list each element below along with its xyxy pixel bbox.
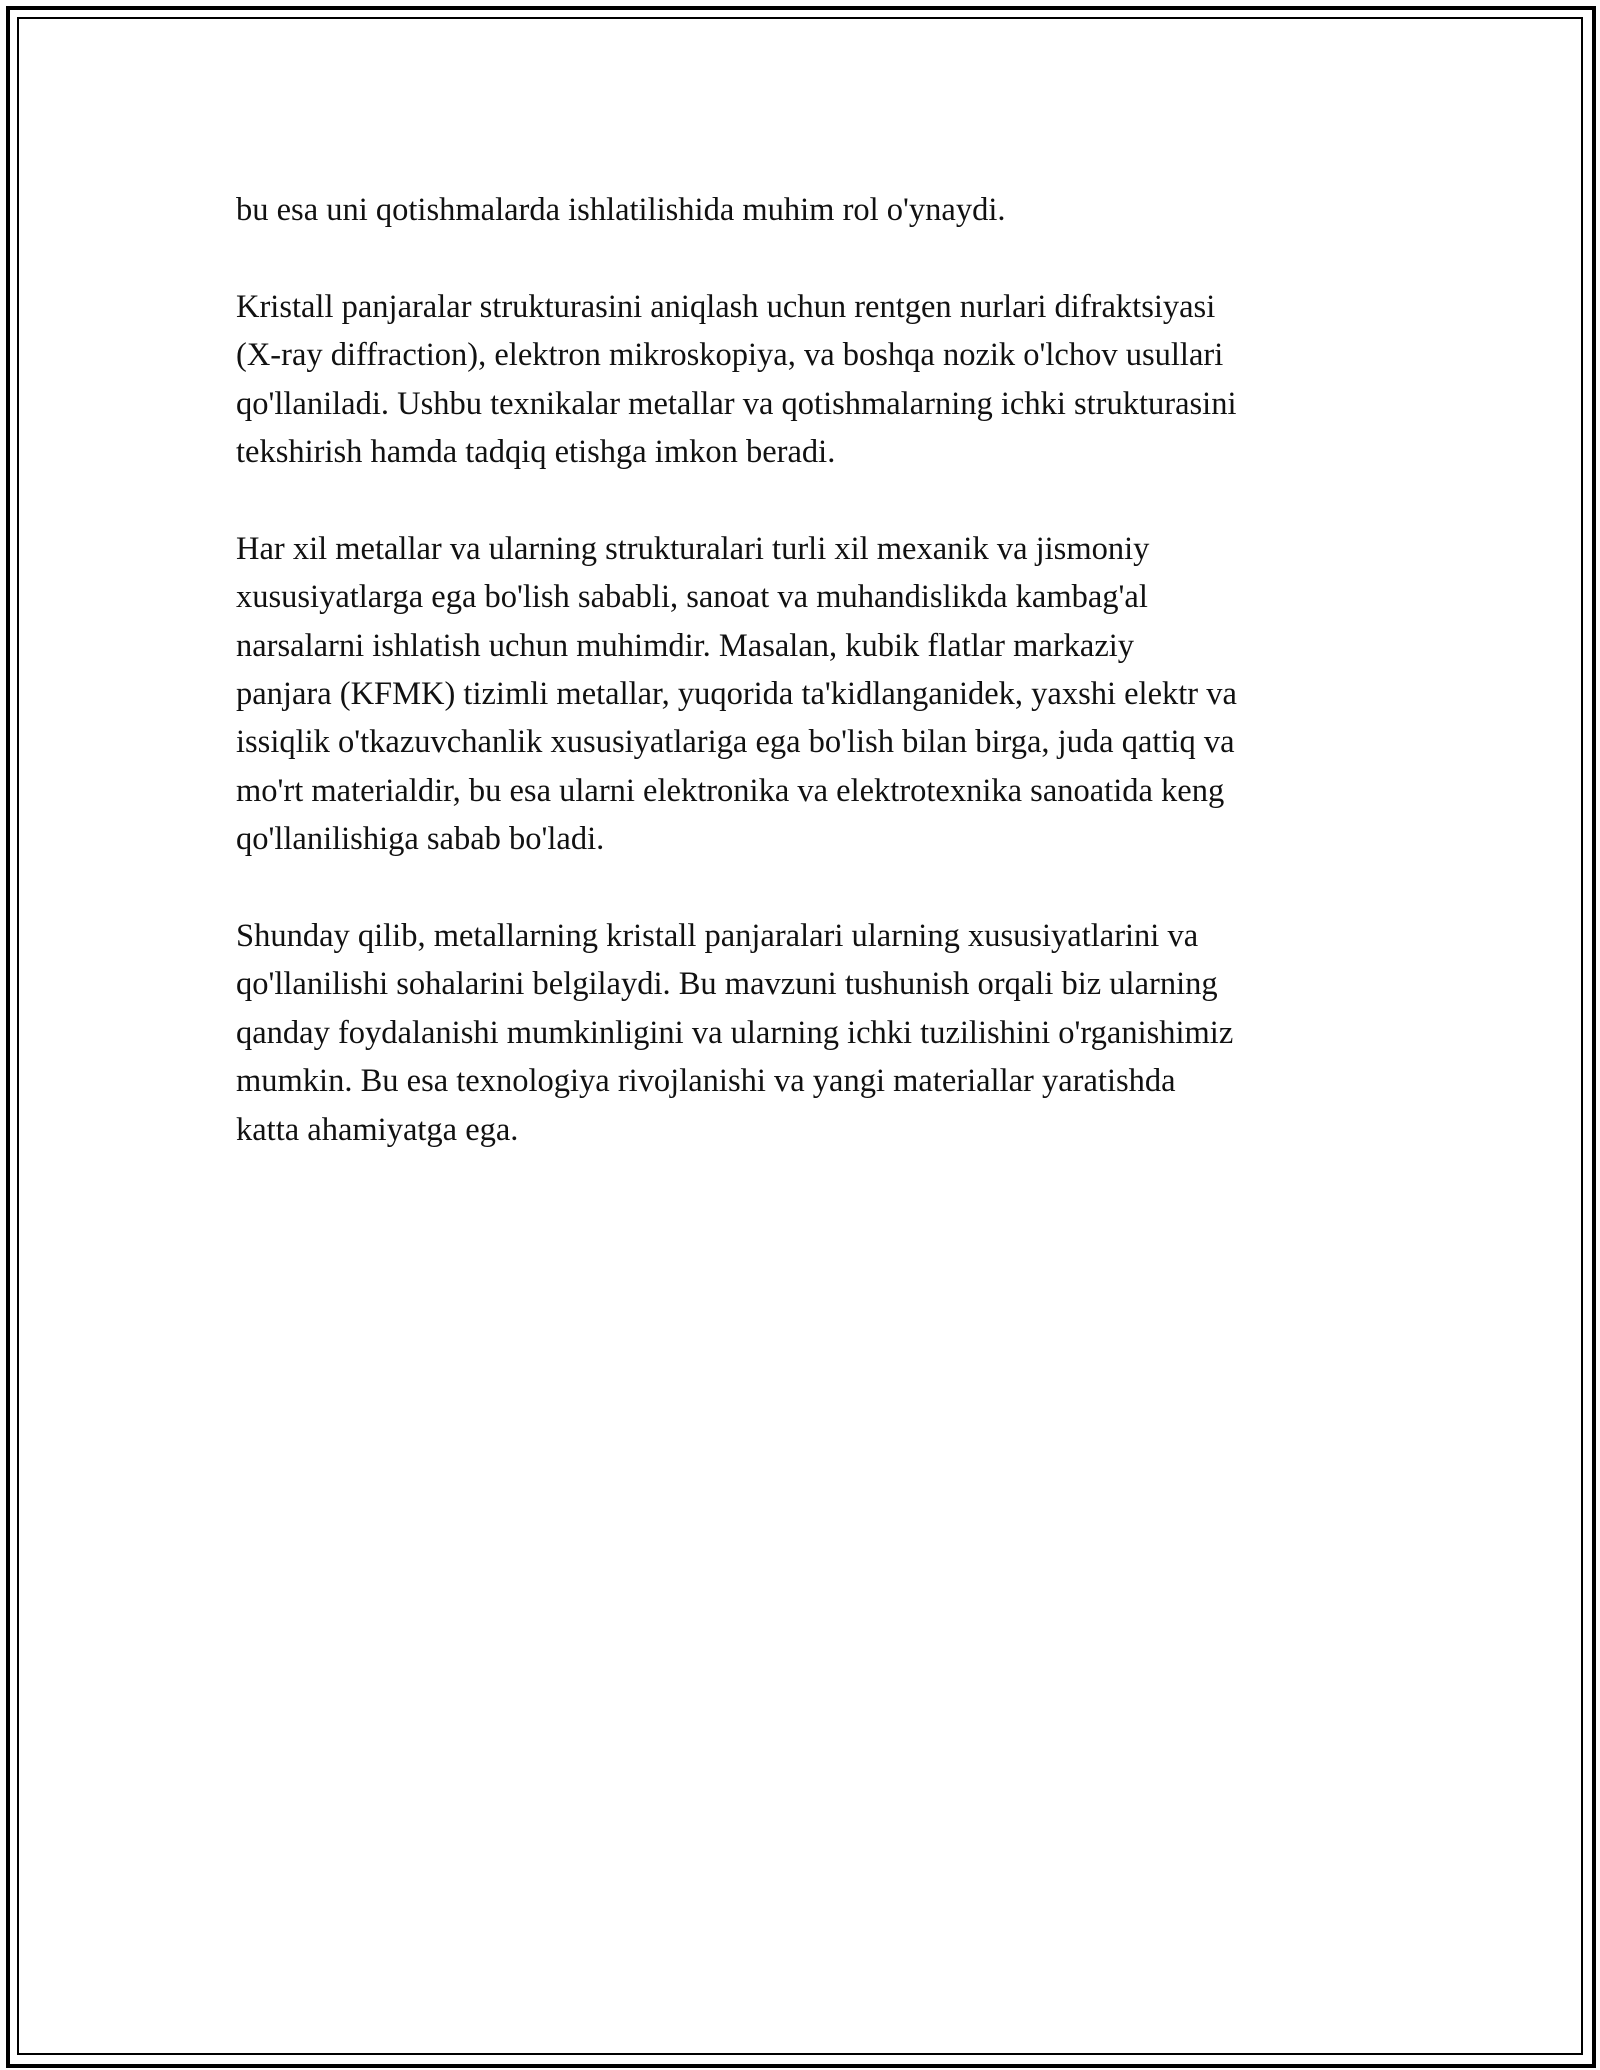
text-line: issiqlik o'tkazuvchanlik xususiyatlariga ega bo'lish bilan birga, juda qattiq va: [236, 724, 1235, 761]
text-line: mumkin. Bu esa texnologiya rivojlanishi va yangi materiallar yaratishda: [236, 1063, 1176, 1100]
paragraph-4: [236, 912, 1376, 1154]
paragraph-1: [236, 186, 1376, 234]
text-line: tekshirish hamda tadqiq etishga imkon beradi.: [236, 434, 836, 471]
text-line: bu esa uni qotishmalarda ishlatilishida muhim rol o'ynaydi.: [236, 192, 1006, 228]
text-line: Har xil metallar va ularning strukturalari turli xil mexanik va jismoniy: [236, 530, 1150, 567]
text-line: qo'llanilishi sohalarini belgilaydi. Bu mavzuni tushunish orqali biz ularning: [236, 966, 1218, 1003]
text-line: narsalarni ishlatish uchun muhimdir. Masalan, kubik flatlar markaziy: [236, 627, 1135, 664]
text-line: qanday foydalanishi mumkinligini va ularning ichki tuzilishini o'rganishimiz: [236, 1014, 1234, 1051]
paragraph-2: [236, 283, 1376, 477]
text-line: mo'rt materialdir, bu esa ularni elektronika va elektrotexnika sanoatida keng: [236, 772, 1225, 809]
text-line: panjara (KFMK) tizimli metallar, yuqorida ta'kidlanganidek, yaxshi elektr va: [236, 676, 1237, 713]
text-line: qo'llaniladi. Ushbu texnikalar metallar va qotishmalarning ichki strukturasini: [236, 385, 1237, 422]
document-body: [236, 186, 1376, 1202]
paragraph-3: [236, 525, 1376, 864]
text-line: qo'llanilishiga sabab bo'ladi.: [236, 821, 605, 858]
text-line: (X-ray diffraction), elektron mikroskopiya, va boshqa nozik o'lchov usullari: [236, 337, 1224, 374]
text-line: katta ahamiyatga ega.: [236, 1111, 519, 1148]
text-line: Kristall panjaralar strukturasini aniqlash uchun rentgen nurlari difraktsiyasi: [236, 288, 1216, 325]
text-line: Shunday qilib, metallarning kristall panjaralari ularning xususiyatlarini va: [236, 918, 1199, 955]
text-line: xususiyatlarga ega bo'lish sababli, sanoat va muhandislikda kambag'al: [236, 579, 1148, 616]
